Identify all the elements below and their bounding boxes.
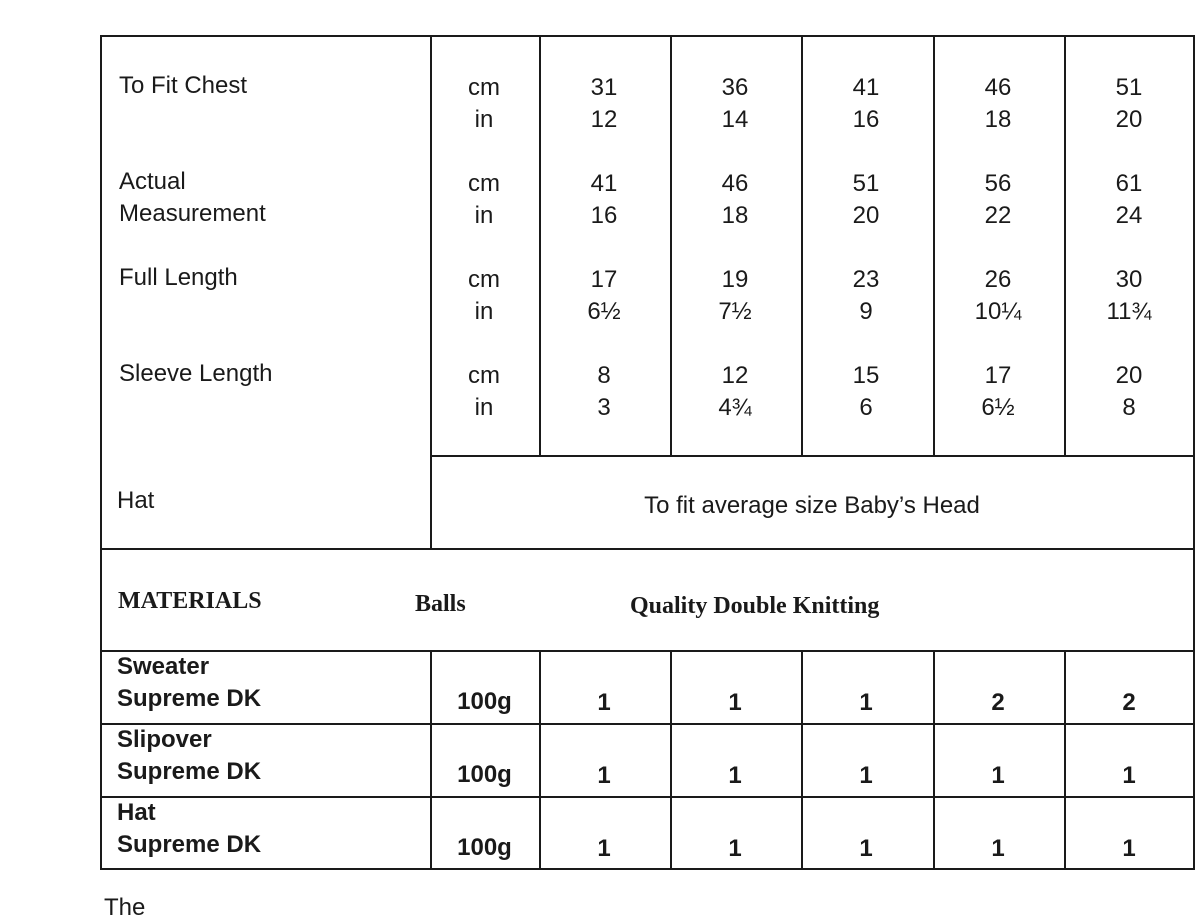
ball-count: 1 [859,689,873,716]
garment-name: Slipover [117,726,212,753]
table-left-border [100,35,102,870]
measure-value: 20 [1115,362,1143,389]
measure-value: 51 [852,170,880,197]
yarn-name: Supreme DK [117,758,262,785]
measure-value: 8 [597,362,611,389]
size-column-rule-5 [1064,35,1066,456]
measure-value: 61 [1115,170,1143,197]
hat-bottom-rule [100,548,1195,550]
measure-value: 11¾ [1106,298,1152,325]
measure-value: 51 [1115,74,1143,101]
measure-value: 56 [984,170,1012,197]
unit-label: cm [468,170,500,197]
ball-count: 1 [991,835,1005,862]
measure-value: 26 [984,266,1012,293]
materials-size-column-rule-1 [539,650,541,870]
label-column-rule [430,35,432,550]
measure-value: 31 [590,74,618,101]
measure-value: 12 [721,362,749,389]
yarn-weight: 100g [457,761,512,788]
measure-value: 17 [984,362,1012,389]
unit-label: in [474,202,494,229]
unit-label: in [474,394,494,421]
table-right-border [1193,35,1195,870]
measure-value: 41 [852,74,880,101]
materials-header-bottom-rule [100,650,1195,652]
garment-name: Hat [117,799,156,826]
materials-size-column-rule-4 [933,650,935,870]
measure-label: Full Length [119,264,238,291]
measure-value: 20 [1115,106,1143,133]
ball-count: 1 [859,835,873,862]
hat-note: To fit average size Baby’s Head [644,492,980,519]
materials-size-column-rule-3 [801,650,803,870]
measure-value: 22 [984,202,1012,229]
ball-count: 1 [597,689,611,716]
measure-value: 23 [852,266,880,293]
ball-count: 2 [1122,689,1136,716]
slipover-row-rule [100,796,1195,798]
measure-value: 9 [859,298,873,325]
materials-size-column-rule-2 [670,650,672,870]
ball-count: 1 [859,762,873,789]
footer-text: The [104,894,146,921]
measure-value: 19 [721,266,749,293]
measure-value: 7½ [718,298,752,325]
yarn-name: Supreme DK [117,685,262,712]
sweater-row-rule [100,723,1195,725]
measure-value: 16 [852,106,880,133]
ball-count: 1 [597,762,611,789]
measure-value: 18 [984,106,1012,133]
measure-value: 8 [1122,394,1136,421]
ball-count: 1 [728,689,742,716]
unit-label: in [474,298,494,325]
measure-value: 3 [597,394,611,421]
measure-value: 15 [852,362,880,389]
measure-label: Sleeve Length [119,360,273,387]
ball-count: 2 [991,689,1005,716]
ball-count: 1 [728,762,742,789]
ball-count: 1 [1122,762,1136,789]
measure-value: 17 [590,266,618,293]
measure-value: 4¾ [718,394,752,421]
ball-count: 1 [991,762,1005,789]
measure-label: Actual [119,168,186,195]
quality-heading: Quality Double Knitting [630,593,880,619]
measure-value: 46 [721,170,749,197]
ball-count: 1 [597,835,611,862]
measure-value: 14 [721,106,749,133]
measure-value: 36 [721,74,749,101]
measure-value: 6½ [587,298,621,325]
measure-value: 30 [1115,266,1143,293]
materials-heading: MATERIALS [118,588,262,614]
ball-count: 1 [728,835,742,862]
ball-count: 1 [1122,835,1136,862]
size-column-rule-1 [539,35,541,456]
yarn-weight: 100g [457,834,512,861]
measure-value: 24 [1115,202,1143,229]
measure-value: 41 [590,170,618,197]
size-column-rule-4 [933,35,935,456]
measure-bottom-rule [430,455,1195,457]
measure-label: To Fit Chest [119,72,248,99]
measure-value: 46 [984,74,1012,101]
size-column-rule-2 [670,35,672,456]
measure-value: 16 [590,202,618,229]
measure-value: 18 [721,202,749,229]
table-top-border [100,35,1195,37]
measure-value: 10¼ [974,298,1022,325]
yarn-name: Supreme DK [117,831,262,858]
garment-name: Sweater [117,653,210,680]
hat-label: Hat [117,487,155,514]
unit-label: cm [468,74,500,101]
unit-label: cm [468,266,500,293]
yarn-weight: 100g [457,688,512,715]
unit-label: in [474,106,494,133]
size-column-rule-3 [801,35,803,456]
materials-size-column-rule-5 [1064,650,1066,870]
measure-value: 20 [852,202,880,229]
table-bottom-border [100,868,1195,870]
balls-heading: Balls [415,591,466,617]
measure-value: 6 [859,394,873,421]
measure-value: 6½ [981,394,1015,421]
unit-label: cm [468,362,500,389]
measure-value: 12 [590,106,618,133]
measure-label: Measurement [119,200,266,227]
